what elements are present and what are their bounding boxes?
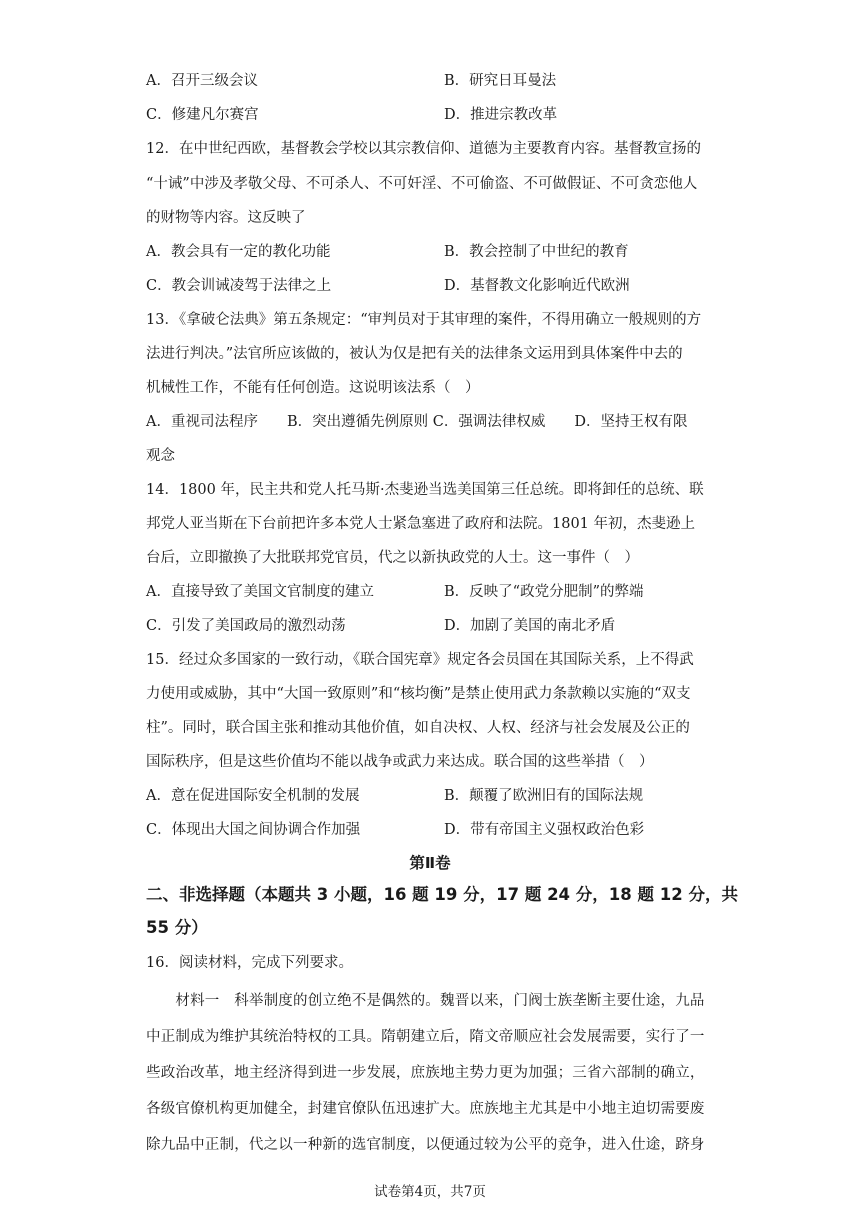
q15-stem-line: 力使用或威胁，其中“大国一致原则”和“核均衡”是禁止使用武力条款赖以实施的“双支 [146,686,691,702]
q15-stem-line: 柱”。同时，联合国主张和推动其他价值，如自决权、人权、经济与社会发展及公正的 [146,720,690,736]
q16-prompt: 16．阅读材料，完成下列要求。 [146,955,353,971]
q15-option-b: B．颠覆了欧洲旧有的国际法规 [444,788,644,804]
q15-stem-line: 国际秩序，但是这些价值均不能以战争或武力来达成。联合国的这些举措（ ） [146,754,654,770]
q16-material-line: 中正制成为维护其统治特权的工具。隋朝建立后，隋文帝顺应社会发展需要，实行了一 [146,1029,705,1045]
q12-stem-line: 12．在中世纪西欧，基督教会学校以其宗教信仰、道德为主要教育内容。基督教宣扬的 [146,141,701,157]
q13-stem-line: 法进行判决。”法官所应该做的，被认为仅是把有关的法律条文运用到具体案件中去的 [146,346,683,362]
q12-option-b: B．教会控制了中世纪的教育 [444,244,629,260]
q16-material-line: 些政治改革，地主经济得到进一步发展，庶族地主势力更为加强；三省六部制的确立， [146,1065,705,1081]
section-title-wrap: 55 分） [146,918,208,937]
q12-option-d: D．基督教文化影响近代欧洲 [444,278,630,294]
q11-option-c: C．修建凡尔赛宫 [146,107,259,123]
q12-option-c: C．教会训诫凌驾于法律之上 [146,278,332,294]
q11-option-a: A．召开三级会议 [146,73,258,89]
q12-option-a: A．教会具有一定的教化功能 [146,244,331,260]
q13-stem-line: 机械性工作，不能有任何创造。这说明该法系（ ） [146,380,480,396]
q11-option-d: D．推进宗教改革 [444,107,558,123]
q14-option-d: D．加剧了美国的南北矛盾 [444,618,616,634]
page-footer: 试卷第4页，共7页 [374,1184,486,1200]
q12-stem-line: 的财物等内容。这反映了 [146,210,306,226]
section-title: 二、非选择题（本题共 3 小题，16 题 19 分，17 题 24 分，18 题 12 分，共 [146,885,738,904]
q13-stem-line: 13．《拿破仑法典》第五条规定：“审判员对于其审理的案件，不得用确立一般规则的方 [146,312,702,328]
q13-options: A．重视司法程序 B．突出遵循先例原则 C．强调法律权威 D．坚持王权有限 [146,414,688,430]
q15-option-d: D．带有帝国主义强权政治色彩 [444,822,645,838]
q15-stem-line: 15．经过众多国家的一致行动，《联合国宪章》规定各会员国在其国际关系，上不得武 [146,652,694,668]
q14-option-a: A．直接导致了美国文官制度的建立 [146,584,374,600]
q14-option-c: C．引发了美国政局的激烈动荡 [146,618,346,634]
q14-option-b: B．反映了“政党分肥制”的弊端 [444,584,644,600]
q12-stem-line: “十诫”中涉及孝敬父母、不可杀人、不可奸淫、不可偷盗、不可做假证、不可贪恋他人 [146,176,698,192]
q16-material-line: 各级官僚机构更加健全，封建官僚队伍迅速扩大。庶族地主尤其是中小地主迫切需要废 [146,1101,705,1117]
q14-stem-line: 14．1800 年，民主共和党人托马斯·杰斐逊当选美国第三任总统。即将卸任的总统、联 [146,482,704,498]
q16-material-line: 材料一 科举制度的创立绝不是偶然的。魏晋以来，门阀士族垄断主要仕途，九品 [146,993,705,1009]
q13-options-wrap: 观念 [146,448,175,464]
part-two-heading: 第Ⅱ卷 [409,854,451,872]
q14-stem-line: 台后，立即撤换了大批联邦党官员，代之以新执政党的人士。这一事件（ ） [146,550,639,566]
q15-option-c: C．体现出大国之间协调合作加强 [146,822,361,838]
q11-option-b: B．研究日耳曼法 [444,73,557,89]
q16-material-line: 除九品中正制，代之以一种新的选官制度，以便通过较为公平的竞争，进入仕途，跻身 [146,1137,705,1153]
q14-stem-line: 邦党人亚当斯在下台前把许多本党人士紧急塞进了政府和法院。1801 年初，杰斐逊上 [146,516,696,532]
q15-option-a: A．意在促进国际安全机制的发展 [146,788,360,804]
